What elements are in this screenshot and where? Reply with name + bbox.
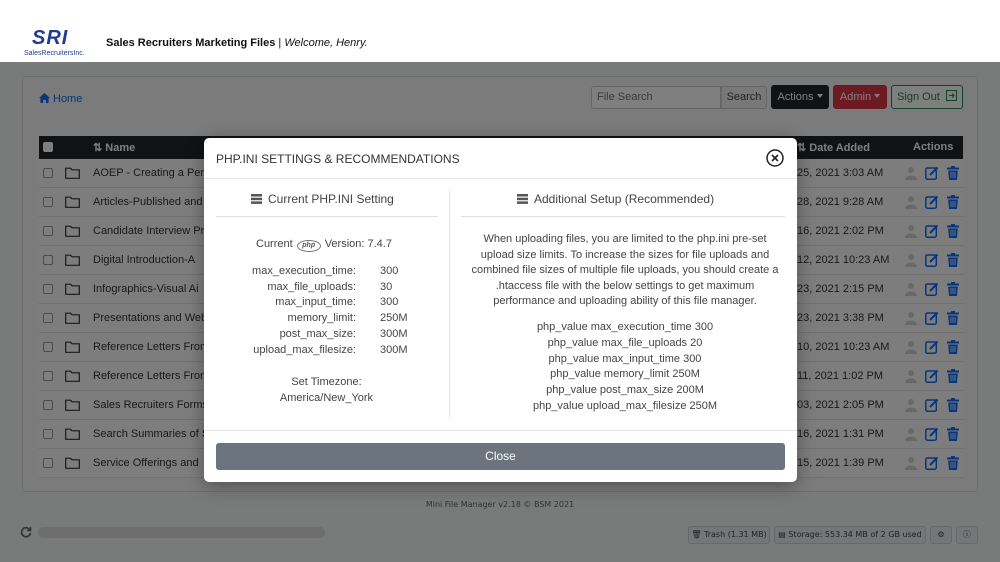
setting-row: [204, 281, 444, 297]
logo-subtext: SalesRecruitersInc.: [24, 50, 85, 57]
close-icon[interactable]: [766, 149, 784, 167]
php-ini-modal: [204, 138, 797, 482]
app-title: [106, 37, 368, 49]
setting-row: [204, 328, 444, 344]
current-prefix: Current: [256, 238, 293, 250]
setting-key: upload_max_filesize:: [253, 343, 356, 356]
welcome-message: Welcome, Henry.: [284, 37, 368, 49]
setting-row: [204, 312, 444, 328]
server-icon: [517, 194, 528, 204]
setting-row: [204, 265, 444, 281]
left-divider: [216, 216, 438, 217]
setting-key: memory_limit:: [287, 312, 356, 325]
modal-title: PHP.INI SETTINGS & RECOMMENDATIONS: [216, 152, 460, 166]
modal-footer-divider: [204, 430, 797, 431]
current-setting-heading: [251, 192, 394, 206]
setting-key: post_max_size:: [279, 327, 356, 340]
current-setting-label: Current PHP.INI Setting: [268, 192, 394, 206]
upload-limits-description: When uploading files, you are limited to the php.ini pre-set upload size limits. To increase the sizes for file uploads and combined file sizes of multiple file uploads, you should create a .htaccess file with the below settings to get maximum performance and uploading ability of this file manager.: [471, 233, 779, 308]
column-separator: [449, 190, 450, 418]
server-icon: [251, 194, 262, 204]
setting-value: 250M: [380, 312, 408, 325]
setting-key: max_file_uploads:: [267, 280, 356, 293]
config-line: php_value max_execution_time 300: [536, 321, 714, 333]
setting-value: 300M: [380, 343, 408, 356]
setting-value: 300: [380, 296, 399, 309]
title-separator: |: [278, 37, 282, 49]
config-line: php_value max_file_uploads 20: [547, 336, 703, 349]
modal-header: [204, 138, 797, 179]
right-divider: [461, 216, 785, 217]
company-logo[interactable]: [24, 28, 96, 62]
config-line: php_value upload_max_filesize 250M: [532, 400, 718, 412]
php-logo-icon: php: [297, 240, 321, 252]
timezone-label: Set Timezone:: [291, 376, 362, 388]
setting-value: 30: [380, 280, 393, 293]
top-header: [0, 0, 1000, 62]
additional-setup-heading: [517, 192, 714, 206]
config-line: php_value max_input_time 300: [548, 352, 702, 365]
setting-row: [204, 296, 444, 312]
config-line: php_value post_max_size 200M: [546, 384, 704, 397]
setting-row: [204, 344, 444, 360]
setting-value: 300: [380, 265, 399, 277]
php-version-line: [256, 238, 392, 252]
app-name: Sales Recruiters Marketing Files: [106, 37, 276, 49]
php-version: Version: 7.4.7: [324, 238, 392, 250]
setting-key: max_execution_time:: [252, 265, 356, 277]
logo-mark: SRI: [32, 27, 69, 49]
additional-setup-label: Additional Setup (Recommended): [534, 192, 715, 206]
close-button[interactable]: Close: [216, 443, 785, 470]
timezone-value: America/New_York: [279, 392, 374, 404]
setting-key: max_input_time:: [275, 296, 356, 309]
config-line: php_value memory_limit 250M: [550, 368, 700, 381]
setting-value: 300M: [380, 327, 408, 340]
